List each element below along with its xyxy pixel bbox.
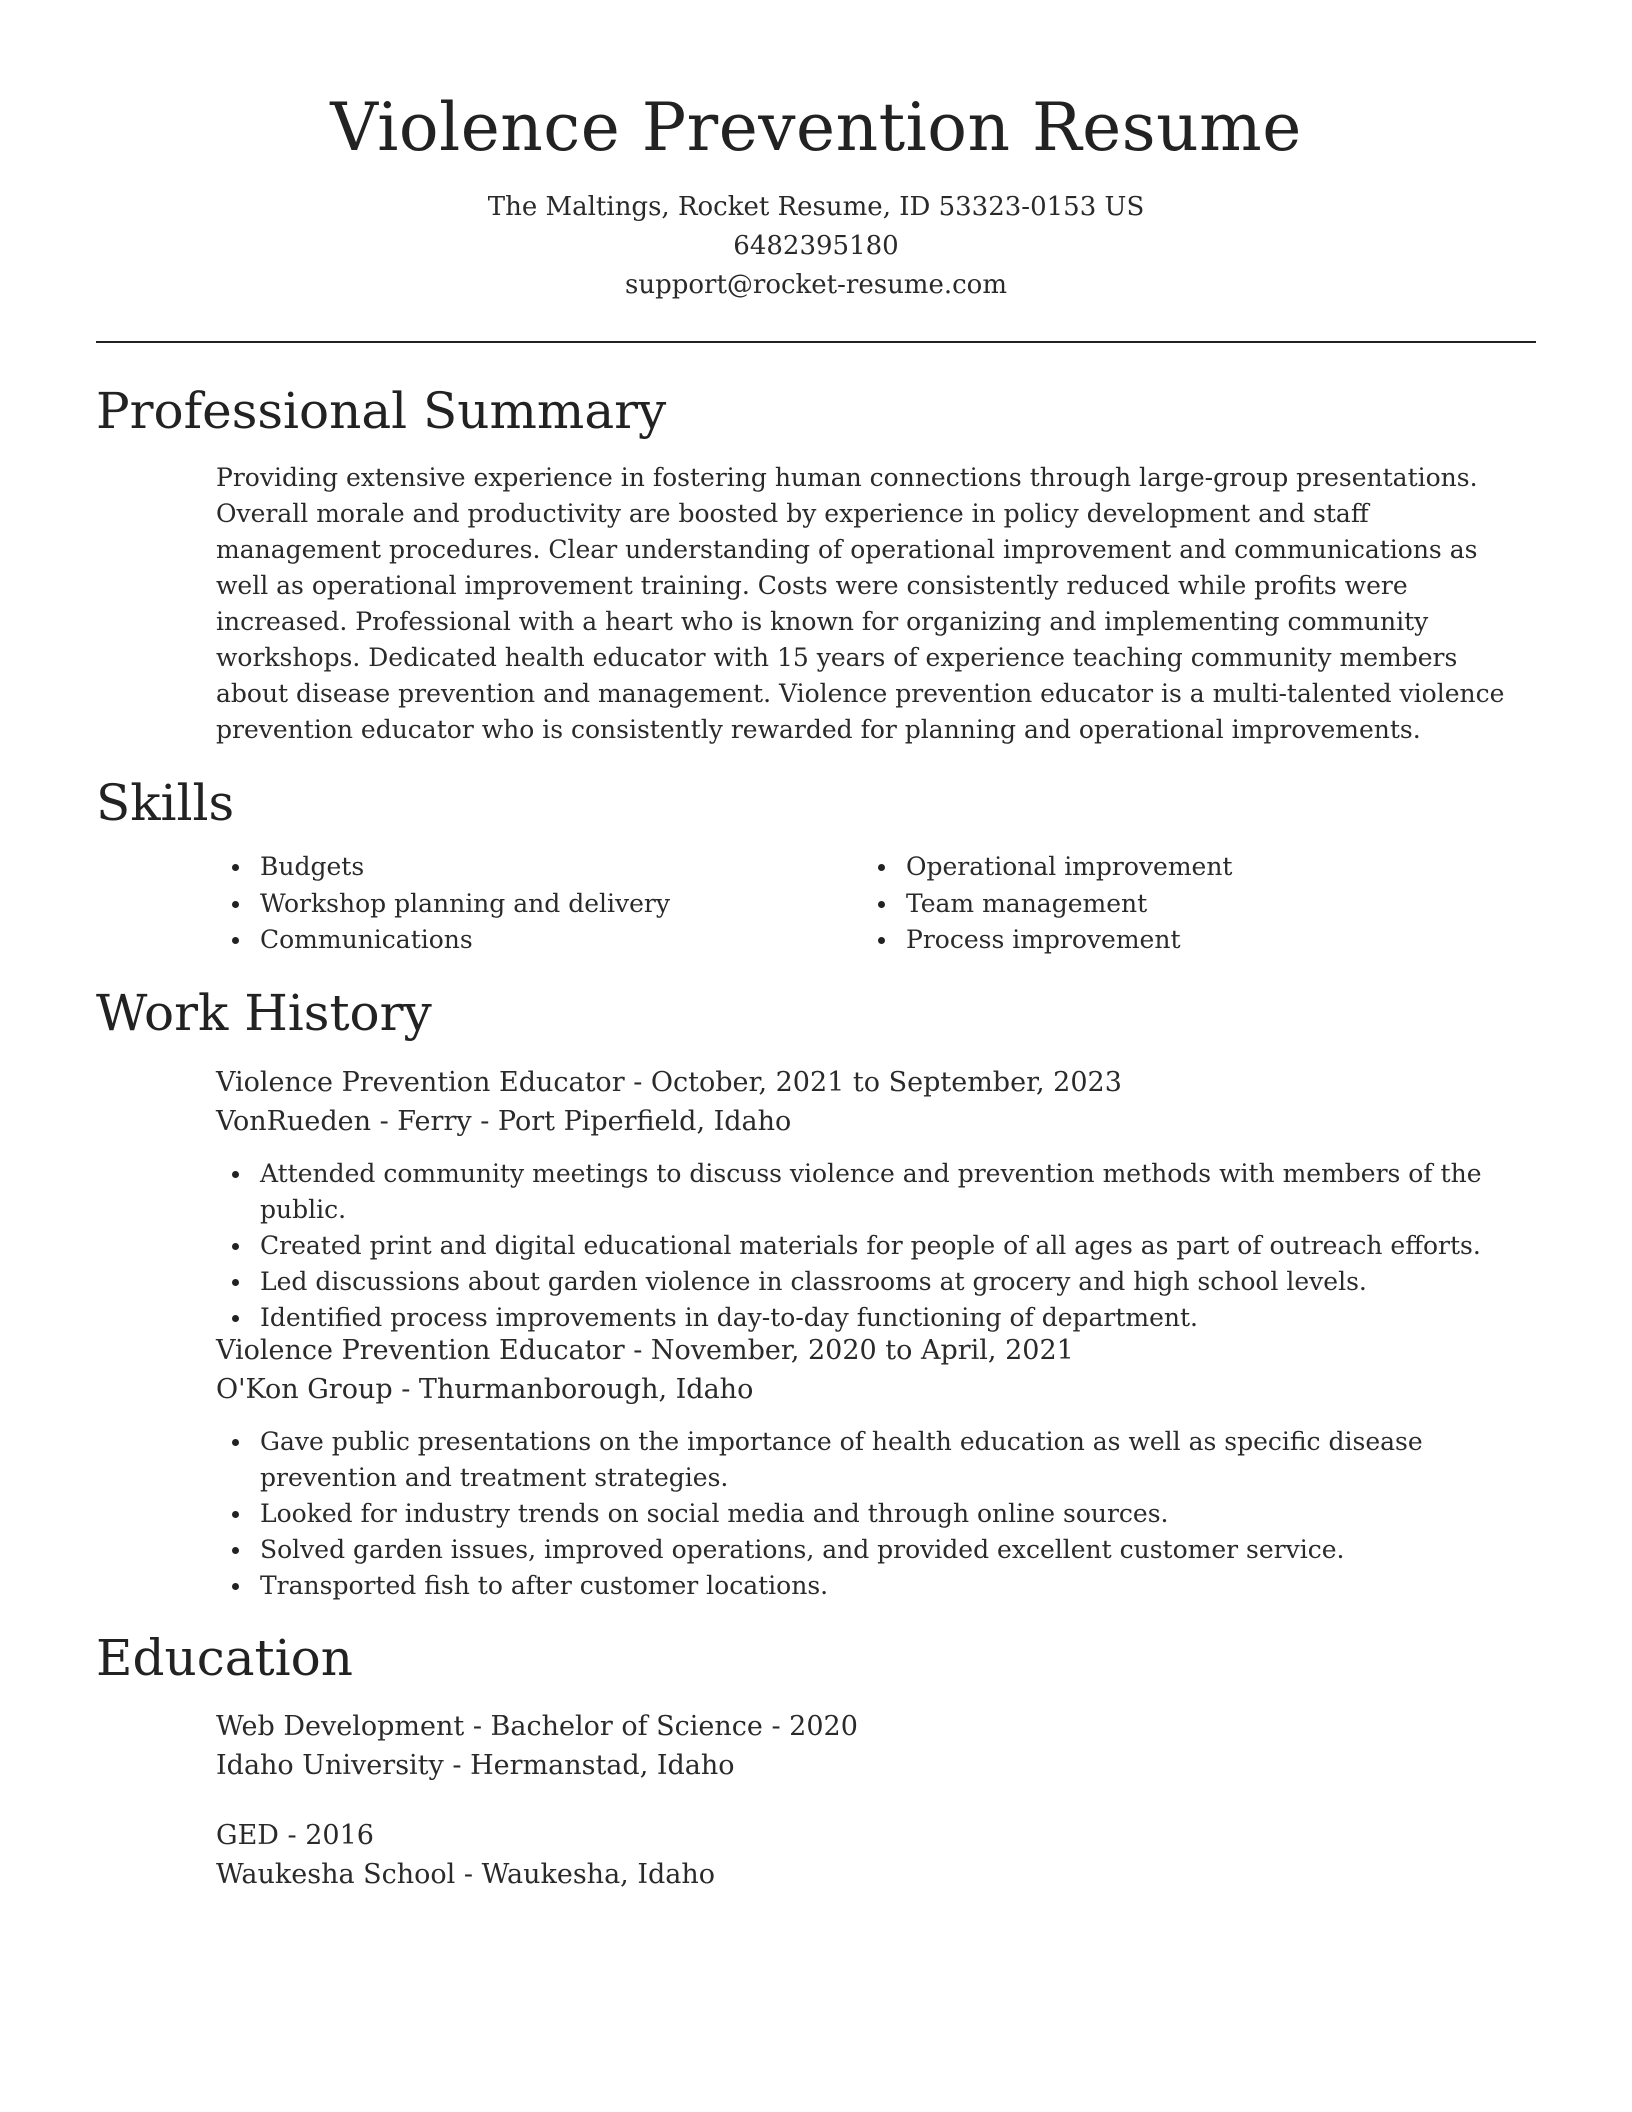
resume-title: Violence Prevention Resume xyxy=(330,89,1302,166)
job-bullet: Attended community meetings to discuss violence and prevention methods with members of the public. xyxy=(216,1156,1536,1228)
job-entry xyxy=(216,1331,1536,1604)
job-title-line xyxy=(216,1331,1536,1370)
work-history-heading: Work History xyxy=(96,984,432,1042)
job-bullet-list xyxy=(216,1156,1536,1336)
job-location: - Port Piperfield, Idaho xyxy=(471,1106,792,1137)
job-dates: - November, 2020 to April, 2021 xyxy=(624,1335,1074,1366)
education-school-line xyxy=(216,1746,1536,1785)
job-bullet-list xyxy=(216,1424,1536,1604)
phone-number: 6482395180 xyxy=(733,231,899,261)
skill-item: Workshop planning and delivery xyxy=(216,886,816,923)
job-bullet: Created print and digital educational materials for people of all ages as part of outreach efforts. xyxy=(216,1228,1536,1264)
education-heading: Education xyxy=(96,1629,353,1687)
job-company-line xyxy=(216,1370,1536,1409)
email-address: support@rocket-resume.com xyxy=(624,270,1007,300)
address: The Maltings, Rocket Resume, ID 53323-0153 US xyxy=(487,192,1145,222)
skill-item: Process improvement xyxy=(862,922,1482,959)
skill-item: Operational improvement xyxy=(862,849,1482,886)
job-bullet: Transported fish to after customer locations. xyxy=(216,1568,1536,1604)
skills-list-left xyxy=(216,849,816,959)
education-school: Waukesha School xyxy=(216,1859,456,1890)
summary-section xyxy=(216,460,1536,748)
job-bullet: Gave public presentations on the importance of health education as well as specific disease prevention and treatment strategies. xyxy=(216,1424,1536,1496)
skills-list-right xyxy=(862,849,1482,959)
education-entry xyxy=(216,1707,1536,1785)
skill-item: Budgets xyxy=(216,849,816,886)
job-entry xyxy=(216,1063,1536,1336)
resume-header xyxy=(96,80,1536,305)
job-bullet: Solved garden issues, improved operations, and provided excellent customer service. xyxy=(216,1532,1536,1568)
job-bullet: Led discussions about garden violence in classrooms at grocery and high school levels. xyxy=(216,1264,1536,1300)
skill-item: Team management xyxy=(862,886,1482,923)
skill-item: Communications xyxy=(216,922,816,959)
job-company-line xyxy=(216,1102,1536,1141)
job-title: Violence Prevention Educator xyxy=(216,1067,625,1098)
summary-heading: Professional Summary xyxy=(96,382,667,440)
header-divider xyxy=(96,341,1536,343)
education-degree: Web Development - Bachelor of Science - 2020 xyxy=(216,1711,858,1742)
job-location: - Thurmanborough, Idaho xyxy=(392,1374,754,1405)
education-school: Idaho University xyxy=(216,1750,444,1781)
education-school-line xyxy=(216,1855,1536,1894)
education-entry xyxy=(216,1816,1536,1894)
job-title-line xyxy=(216,1063,1536,1102)
job-title: Violence Prevention Educator xyxy=(216,1335,625,1366)
job-company: O'Kon Group xyxy=(216,1374,393,1405)
skills-heading: Skills xyxy=(96,774,235,832)
education-location: - Hermanstad, Idaho xyxy=(443,1750,735,1781)
education-degree: GED - 2016 xyxy=(216,1820,374,1851)
job-bullet: Identified process improvements in day-to-day functioning of department. xyxy=(216,1300,1536,1336)
job-dates: - October, 2021 to September, 2023 xyxy=(624,1067,1122,1098)
education-location: - Waukesha, Idaho xyxy=(455,1859,716,1890)
job-bullet: Looked for industry trends on social media and through online sources. xyxy=(216,1496,1536,1532)
summary-text: Providing extensive experience in fostering human connections through large-group presentations. Overall morale and productivity are boosted by experience in policy development and staff management procedures. Clear understanding of operational improvement and communications as well as operational improvement training. Costs were consistently reduced while profits were increased. Professional with a heart who is known for organizing and implementing community workshops. Dedicated health educator with 15 years of experience teaching community members about disease prevention and management. Violence prevention educator is a multi-talented violence prevention educator who is consistently rewarded for planning and operational improvements. xyxy=(216,463,1505,744)
job-company: VonRueden - Ferry xyxy=(216,1106,472,1137)
